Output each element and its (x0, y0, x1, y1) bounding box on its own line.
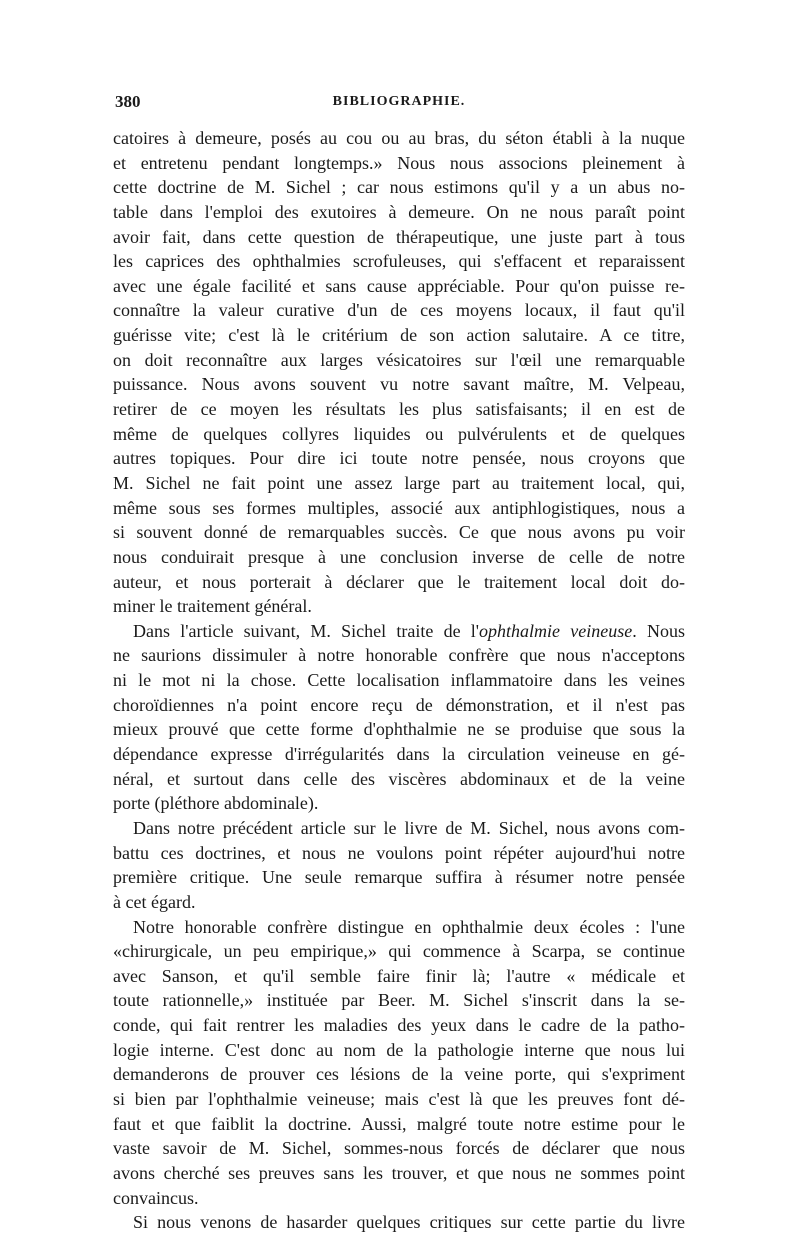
text-line (113, 496, 685, 521)
text-line (113, 151, 685, 176)
text-line-content: porte (pléthore abdominale). (113, 793, 319, 814)
text-line (113, 890, 685, 915)
book-page (113, 92, 685, 1235)
text-line-content: retirer de ce moyen les résultats les plus satisfaisants; il en est de (113, 399, 685, 420)
text-line (113, 545, 685, 570)
text-line-content: logie interne. C'est donc au nom de la pathologie interne que nous lui (113, 1039, 685, 1060)
text-line-content: cette doctrine de M. Sichel ; car nous estimons qu'il y a un abus no- (113, 177, 685, 198)
text-line-content: avec Sanson, et qu'il semble faire finir là; l'autre « médicale et (113, 965, 685, 986)
text-line-content: connaître la valeur curative d'un de ces moyens locaux, il faut qu'il (113, 300, 685, 321)
text-line (113, 668, 685, 693)
text-line-content: dépendance expresse d'irrégularités dans la circulation veineuse en gé- (113, 744, 685, 765)
text-line-content: vaste savoir de M. Sichel, sommes-nous forcés de déclarer que nous (113, 1138, 685, 1159)
page-number: 380 (115, 92, 141, 111)
text-line (113, 200, 685, 225)
text-line (113, 1210, 685, 1235)
text-line (113, 1136, 685, 1161)
text-line (113, 520, 685, 545)
text-line-content: conde, qui fait rentrer les maladies des yeux dans le cadre de la patho- (113, 1015, 685, 1036)
running-head: BIBLIOGRAPHIE. (332, 94, 466, 109)
text-line-content: ne saurions dissimuler à notre honorable confrère que nous n'acceptons (113, 645, 685, 666)
body-text (113, 126, 685, 1235)
text-line-content: même sous ses formes multiples, associé aux antiphlogistiques, nous a (113, 497, 685, 518)
text-line (113, 348, 685, 373)
text-line-content: les caprices des ophthalmies scrofuleuses, qui s'effacent et reparaissent (113, 251, 685, 272)
text-line-content: puissance. Nous avons souvent vu notre savant maître, M. Velpeau, (113, 374, 685, 395)
text-line (113, 175, 685, 200)
text-line-content: auteur, et nous porterait à déclarer que le traitement local doit do- (113, 571, 685, 592)
text-line (113, 767, 685, 792)
text-line-content: battu ces doctrines, et nous ne voulons point répéter aujourd'hui notre (113, 842, 685, 863)
text-line (113, 816, 685, 841)
text-line (113, 249, 685, 274)
text-line (113, 742, 685, 767)
text-line-content: table dans l'emploi des exutoires à demeure. On ne nous paraît point (113, 201, 685, 222)
text-line-content: autres topiques. Pour dire ici toute notre pensée, nous croyons que (113, 448, 685, 469)
text-line-content: avec une égale facilité et sans cause appréciable. Pour qu'on puisse re- (113, 275, 685, 296)
text-line-content: convaincus. (113, 1187, 199, 1208)
text-line (113, 717, 685, 742)
text-line (113, 594, 685, 619)
text-line (113, 126, 685, 151)
text-line-content: catoires à demeure, posés au cou ou au bras, du séton établi à la nuque (113, 128, 685, 148)
text-line (113, 397, 685, 422)
text-line-content: mieux prouvé que cette forme d'ophthalmie ne se produise que sous la (113, 719, 685, 740)
text-line-content: nous conduirait presque à une conclusion inverse de celle de notre (113, 546, 685, 567)
text-line-content: si souvent donné de remarquables succès. Ce que nous avons pu voir (113, 522, 685, 543)
text-line (113, 1038, 685, 1063)
text-line-content: miner le traitement général. (113, 596, 312, 617)
text-line-content: demanderons de prouver ces lésions de la veine porte, qui s'expriment (113, 1064, 685, 1085)
text-line-content: Dans l'article suivant, M. Sichel traite de l' (133, 620, 480, 641)
text-line (113, 915, 685, 940)
text-line (113, 643, 685, 668)
text-line (113, 693, 685, 718)
text-line-content: guérisse vite; c'est là le critérium de son action salutaire. A ce titre, (113, 325, 685, 346)
text-line-content: avoir fait, dans cette question de thérapeutique, une juste part à tous (113, 226, 685, 247)
text-line (113, 298, 685, 323)
text-line (113, 619, 685, 644)
text-line (113, 372, 685, 397)
text-line (113, 865, 685, 890)
text-line-content: néral, et surtout dans celle des viscères abdominaux et de la veine (113, 768, 685, 789)
text-line (113, 939, 685, 964)
text-line-content: Notre honorable confrère distingue en ophthalmie deux écoles : l'une (133, 916, 685, 937)
text-line (113, 1186, 685, 1211)
text-line-content: faut et que faiblit la doctrine. Aussi, malgré toute notre estime pour le (113, 1113, 685, 1134)
text-line-content: première critique. Une seule remarque suffira à résumer notre pensée (113, 867, 685, 888)
text-line-content: et entretenu pendant longtemps.» Nous nous associons pleinement à (113, 152, 685, 173)
text-line (113, 1087, 685, 1112)
text-line-content: à cet égard. (113, 891, 196, 912)
text-line (113, 570, 685, 595)
text-line-content: choroïdiennes n'a point encore reçu de démonstration, et il n'est pas (113, 694, 685, 715)
text-line-content: toute rationnelle,» instituée par Beer. M. Sichel s'inscrit dans la se- (113, 990, 685, 1011)
text-line-content: on doit reconnaître aux larges vésicatoires sur l'œil une remarquable (113, 349, 685, 370)
text-line-content: avons cherché ses preuves sans les trouver, et que nous ne sommes point (113, 1162, 685, 1183)
text-line (113, 791, 685, 816)
italic-term: ophthalmie veineuse (479, 620, 633, 641)
page-header (113, 92, 685, 116)
text-line (113, 1062, 685, 1087)
text-line (113, 422, 685, 447)
text-line (113, 323, 685, 348)
text-line-content: si bien par l'ophthalmie veineuse; mais c'est là que les preuves font dé- (113, 1088, 685, 1109)
text-line (113, 471, 685, 496)
text-line-content: M. Sichel ne fait point une assez large part au traitement local, qui, (113, 472, 685, 493)
text-line-content: Si nous venons de hasarder quelques critiques sur cette partie du livre (133, 1212, 685, 1233)
text-line (113, 1013, 685, 1038)
text-line (113, 988, 685, 1013)
text-line (113, 225, 685, 250)
text-line (113, 446, 685, 471)
text-line-content: ni le mot ni la chose. Cette localisation inflammatoire dans les veines (113, 670, 685, 691)
text-line (113, 964, 685, 989)
text-line (113, 274, 685, 299)
text-line-tail: . Nous (632, 620, 685, 641)
text-line-content: même de quelques collyres liquides ou pulvérulents et de quelques (113, 423, 685, 444)
text-line-content: «chirurgicale, un peu empirique,» qui commence à Scarpa, se continue (113, 941, 685, 962)
text-line (113, 1112, 685, 1137)
text-line-content: Dans notre précédent article sur le livre de M. Sichel, nous avons com- (133, 817, 685, 838)
text-line (113, 841, 685, 866)
text-line (113, 1161, 685, 1186)
